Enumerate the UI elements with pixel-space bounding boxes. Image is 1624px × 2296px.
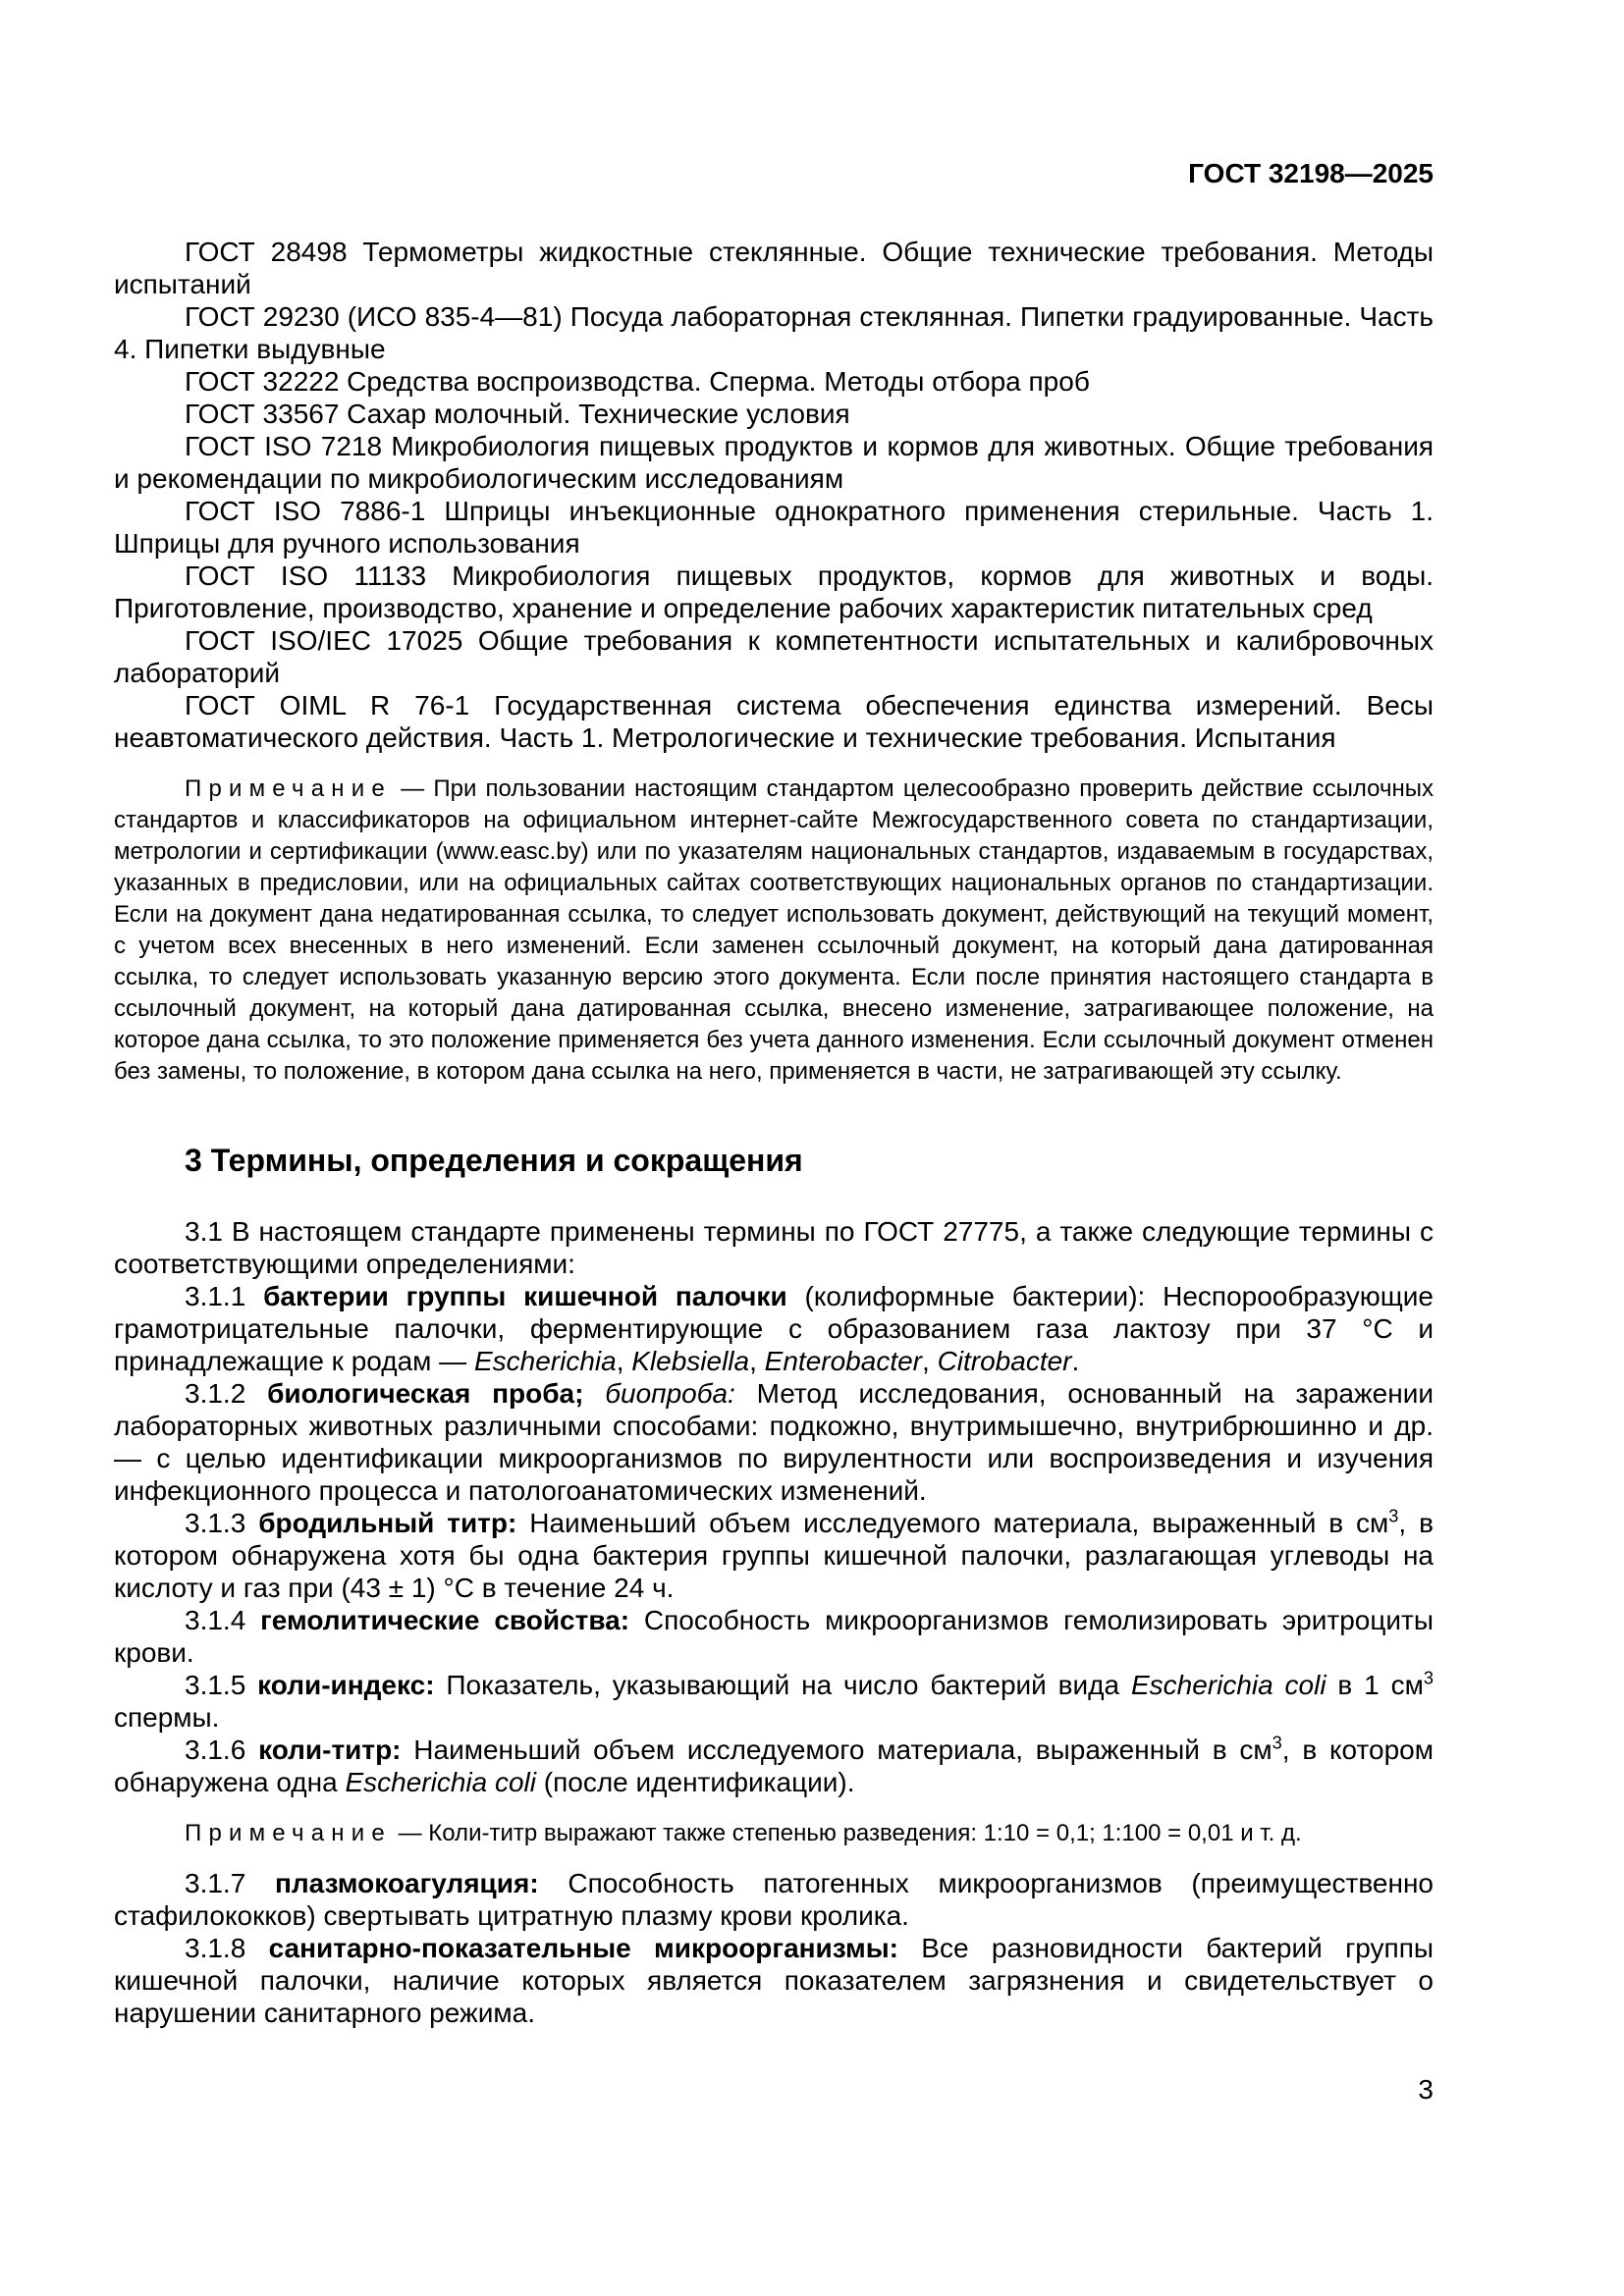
section-3-heading: 3 Термины, определения и сокращения: [185, 1143, 803, 1178]
document-content: [114, 236, 1434, 2029]
reference-item-gost-oiml-r-76-1: ГОСТ OIML R 76-1 Государственная система обеспечения единства измерений. Весы неавтоматического действия. Часть 1. Метрологические и технические требования. Испытания: [114, 690, 1434, 753]
reference-item-gost-iso-iec-17025: ГОСТ ISO/IEC 17025 Общие требования к компетентности испытательных и калибровочных лабораторий: [114, 625, 1434, 688]
term-3-1-7-plasma-coagulation: 3.1.7 плазмокоагуляция: Способность патогенных микроорганизмов (преимущественно стафилококков) свертывать цитратную плазму крови кролика.: [114, 1868, 1434, 1931]
reference-item-gost-32222: ГОСТ 32222 Средства воспроизводства. Сперма. Методы отбора проб: [185, 366, 1090, 397]
reference-item-gost-28498: ГОСТ 28498 Термометры жидкостные стеклянные. Общие технические требования. Методы испытаний: [114, 237, 1434, 299]
document-content-column: [114, 157, 1434, 2029]
reference-item-gost-29230: ГОСТ 29230 (ИСО 835-4—81) Посуда лабораторная стеклянная. Пипетки градуированные. Часть 4. Пипетки выдувные: [114, 301, 1434, 364]
page-number: 3: [1418, 2074, 1434, 2105]
reference-item-gost-iso-7218: ГОСТ ISO 7218 Микробиология пищевых продуктов и кормов для животных. Общие требования и рекомендации по микробиологическим исследованиям: [114, 431, 1434, 494]
document-code-header: ГОСТ 32198—2025: [1188, 158, 1434, 188]
reference-item-gost-iso-7886-1: ГОСТ ISO 7886-1 Шприцы инъекционные однократного применения стерильные. Часть 1. Шприцы для ручного использования: [114, 496, 1434, 559]
term-3-1-8-sanitary-indicator-microorganisms: 3.1.8 санитарно-показательные микроорганизмы: Все разновидности бактерий группы кишечной палочки, наличие которых является показателем загрязнения и свидетельствует о нарушении санитарного режима.: [114, 1933, 1434, 2028]
term-3-1-3-fermentation-titre: 3.1.3 бродильный титр: Наименьший объем исследуемого материала, выраженный в $см^3$, в котором обнаружена хотя бы одна бактерия группы кишечной палочки, разлагающая углеводы на кислоту и газ при (43 ± 1) °С в течение 24 ч.: [114, 1506, 1434, 1603]
term-3-1-4-hemolytic-properties: 3.1.4 гемолитические свойства: Способность микроорганизмов гемолизировать эритроциты крови.: [114, 1605, 1434, 1668]
term-3-1-1-coliform-bacteria: 3.1.1 бактерии группы кишечной палочки (колиформные бактерии): Неспорообразующие грамотрицательные палочки, ферментирующие с образованием газа лактозу при 37 °С и принадлежащие к родам — Escherichia, Klebsiella, Enterobacter, Citrobacter.: [114, 1281, 1434, 1376]
references-note: Примечание — При пользовании настоящим стандартом целесообразно проверить действие ссылочных стандартов и классификаторов на официальном интернет-сайте Межгосударственного совета по стандартизации, метрологии и сертификации (www.easc.by) или по указателям национальных стандартов, издаваемым в государствах, указанных в предисловии, или на официальных сайтах соответствующих национальных органов по стандартизации. Если на документ дана недатированная ссылка, то следует использовать документ, действующий на текущий момент, с учетом всех внесенных в него изменений. Если заменен ссылочный документ, на который дана датированная ссылка, то следует использовать указанную версию этого документа. Если после принятия настоящего стандарта в ссылочный документ, на который дана датированная ссылка, внесено изменение, затрагивающее положение, на которое дана ссылка, то это положение применяется без учета данного изменения. Если ссылочный документ отменен без замены, то положение, в котором дана ссылка на него, применяется в части, не затрагивающей эту ссылку.: [114, 775, 1434, 1085]
clause-3-1: 3.1 В настоящем стандарте применены термины по ГОСТ 27775, а также следующие термины с соответствующими определениями:: [114, 1216, 1434, 1279]
coli-titre-note: Примечание — Коли-титр выражают также степенью разведения: 1:10 = 0,1; 1:100 = 0,01 и т. д.: [185, 1820, 1302, 1846]
term-3-1-6-coli-titre: 3.1.6 коли-титр: Наименьший объем исследуемого материала, выраженный в $см^3$, в котором обнаружена одна Escherichia coli (после идентификации).: [114, 1733, 1434, 1797]
term-3-1-5-coli-index: 3.1.5 коли-индекс: Показатель, указывающий на число бактерий вида Escherichia coli в 1 $см^3$ спермы.: [114, 1668, 1434, 1733]
term-3-1-2-biological-test: 3.1.2 биологическая проба; биопроба: Метод исследования, основанный на заражении лабораторных животных различными способами: подкожно, внутримышечно, внутрибрюшинно и др. — с целью идентификации микроорганизмов по вирулентности или воспроизведения и изучения инфекционного процесса и патологоанатомических изменений.: [114, 1378, 1434, 1506]
reference-item-gost-33567: ГОСТ 33567 Сахар молочный. Технические условия: [185, 399, 850, 429]
reference-item-gost-iso-11133: ГОСТ ISO 11133 Микробиология пищевых продуктов, кормов для животных и воды. Приготовление, производство, хранение и определение рабочих характеристик питательных сред: [114, 561, 1434, 623]
